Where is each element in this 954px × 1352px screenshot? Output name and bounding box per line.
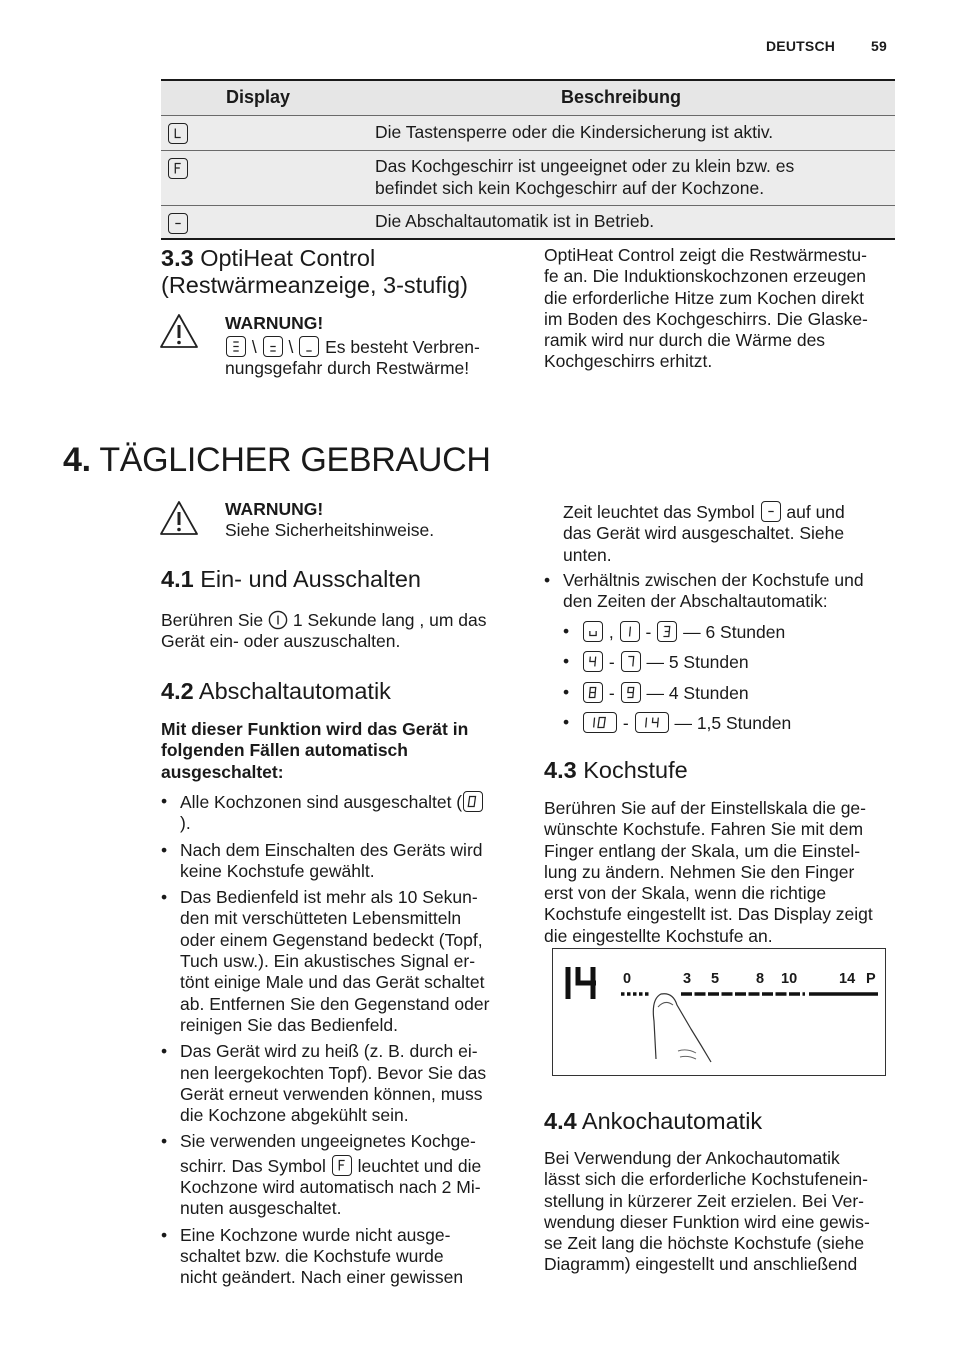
display-table xyxy=(161,79,895,240)
auto-off-list xyxy=(161,791,516,1294)
table-row xyxy=(161,116,895,151)
table-header-row xyxy=(161,79,895,116)
display-symbol-f-icon xyxy=(332,1155,352,1176)
list-item: • Das Gerät wird zu heiß (z. B. durch ei- nen leergekochten Topf). Bevor Sie das Gerät erneut verwenden können, muss die Kochzone abgekühlt sein. xyxy=(161,1041,516,1126)
section-4-4-body: Bei Verwendung der Ankochautomatik lässt sich die erforderliche Kochstufenein- stellung in kürzerer Zeit erzielen. Bei Ver- wendung dieser Funktion wird eine gewis- se Zeit lang die höchste Kochstufe (siehe Diagramm) eingestellt und anschließend xyxy=(544,1148,870,1275)
header-language: DEUTSCH xyxy=(766,38,836,54)
residual-heat-low-icon xyxy=(299,336,319,357)
list-item: • , - — 6 Stunden xyxy=(563,621,903,643)
list-item: • Sie verwenden ungeeignetes Kochge- schirr. Das Symbol leuchtet und die Kochzone wird automatisch nach 2 Mi- nuten ausgeschaltet. xyxy=(161,1131,516,1219)
scale-label: 3 xyxy=(683,971,692,987)
scale-label: 8 xyxy=(756,971,765,987)
section-4-1-body: Berühren Sie 1 Sekunde lang , um das Gerät ein- oder auszuschalten. xyxy=(161,610,487,652)
table-row xyxy=(161,206,895,240)
display-digit-4-icon xyxy=(583,651,603,672)
display-digit-7-icon xyxy=(621,651,641,672)
section-4-3-heading: 4.3 Kochstufe xyxy=(544,757,688,783)
section-3-3-body: OptiHeat Control zeigt die Restwärmestu- fe an. Die Induktionskochzonen erzeugen die erforderliche Hitze zum Kochen direkt im Boden des Kochgeschirrs. Die Glaske- ramik wird nur durch die Wärme des Kochgeschirrs erhitzt. xyxy=(544,245,868,372)
list-item: • Verhältnis zwischen der Kochstufe und den Zeiten der Abschaltautomatik: xyxy=(544,570,904,613)
section-4-2-intro: Mit dieser Funktion wird das Gerät in folgenden Fällen automatisch ausgeschaltet: xyxy=(161,719,469,782)
display-digit-9-icon xyxy=(621,682,641,703)
section-3-3-heading: 3.3 OptiHeat Control (Restwärmeanzeige, 3-stufig) xyxy=(161,245,468,298)
list-item: • Nach dem Einschalten des Geräts wird keine Kochstufe gewählt. xyxy=(161,840,516,883)
section-4-1-heading: 4.1 Ein- und Ausschalten xyxy=(161,566,421,592)
auto-off-continuation: Zeit leuchtet das Symbol auf und das Gerät wird ausgeschaltet. Siehe unten. xyxy=(563,502,845,565)
residual-heat-high-icon xyxy=(226,336,246,357)
display-symbol-l-icon xyxy=(167,123,189,145)
control-panel-illustration xyxy=(552,948,886,1076)
section-4-2-heading: 4.2 Abschaltautomatik xyxy=(161,678,391,704)
list-item: • - — 5 Stunden xyxy=(563,651,903,673)
display-symbol-zero-icon xyxy=(463,791,483,812)
list-item: • Das Bedienfeld ist mehr als 10 Sekun- den mit verschütteten Lebensmitteln oder einem Gegenstand bedeckt (Topf, Tuch usw.). Ein akustisches Signal er- tönt einige Male und das Gerät schaltet ab. Entfernen Sie den Gegenstand oder reinigen Sie das Bedienfeld. xyxy=(161,887,516,1036)
col-description-header: Beschreibung xyxy=(561,87,682,107)
display-digit-8-icon xyxy=(583,682,603,703)
auto-off-ratio-list xyxy=(544,570,904,618)
scale-label: 14 xyxy=(839,971,856,987)
display-symbol-f-icon xyxy=(167,158,189,180)
table-cell-description: Die Abschaltautomatik ist in Betrieb. xyxy=(375,211,655,231)
level-time-list xyxy=(563,621,903,742)
scale-label: 0 xyxy=(623,971,632,987)
scale-label: 5 xyxy=(711,971,720,987)
warning-text: Siehe Sicherheitshinweise. xyxy=(225,520,435,540)
table-cell-description: Die Tastensperre oder die Kindersicherung ist aktiv. xyxy=(375,122,774,142)
display-symbol-dash-icon xyxy=(761,501,781,522)
table-cell-description: Das Kochgeschirr ist ungeeignet oder zu klein bzw. es befindet sich kein Kochgeschirr auf der Kochzone. xyxy=(375,156,795,198)
col-display-header: Display xyxy=(226,87,291,107)
scale-label: 10 xyxy=(781,971,798,987)
display-symbol-dash-icon xyxy=(167,213,189,235)
display-digits-10-icon xyxy=(583,712,617,733)
list-item: • - — 1,5 Stunden xyxy=(563,712,903,734)
scale-label: P xyxy=(866,971,876,987)
warning-triangle-icon xyxy=(159,500,199,536)
power-button-icon xyxy=(268,610,288,630)
warning-label: WARNUNG! xyxy=(225,313,324,333)
list-item: • Eine Kochzone wurde nicht ausge- schaltet bzw. die Kochstufe wurde nicht geändert. Nach einer gewissen xyxy=(161,1225,516,1289)
chapter-title: 4. TÄGLICHER GEBRAUCH xyxy=(63,441,491,479)
display-digit-1-icon xyxy=(620,621,640,642)
section-4-3-body: Berühren Sie auf der Einstellskala die ge- wünschte Kochstufe. Fahren Sie mit dem Finger entlang der Skala, um die Einstel- lung zu ändern. Nehmen Sie den Finger erst von der Skala, wenn die richtige Kochstufe eingestellt ist. Das Display zeigt die eingestellte Kochstufe an. xyxy=(544,798,873,946)
warning-triangle-icon xyxy=(159,313,199,349)
display-digits-14-icon xyxy=(635,712,669,733)
page-number: 59 xyxy=(871,38,887,54)
list-item: • Alle Kochzonen sind ausgeschaltet ( ). xyxy=(161,791,516,835)
table-row xyxy=(161,151,895,206)
display-symbol-warm-icon xyxy=(583,621,603,642)
residual-heat-medium-icon xyxy=(263,336,283,357)
touch-slider-scale xyxy=(553,949,885,1075)
warning-label: WARNUNG! xyxy=(225,499,324,519)
warning-text: \ \ Es besteht Verbren- nungsgefahr durch Restwärme! xyxy=(225,337,480,379)
section-4-4-heading: 4.4 Ankochautomatik xyxy=(544,1108,763,1134)
list-item: • - — 4 Stunden xyxy=(563,682,903,704)
display-digit-3-icon xyxy=(657,621,677,642)
